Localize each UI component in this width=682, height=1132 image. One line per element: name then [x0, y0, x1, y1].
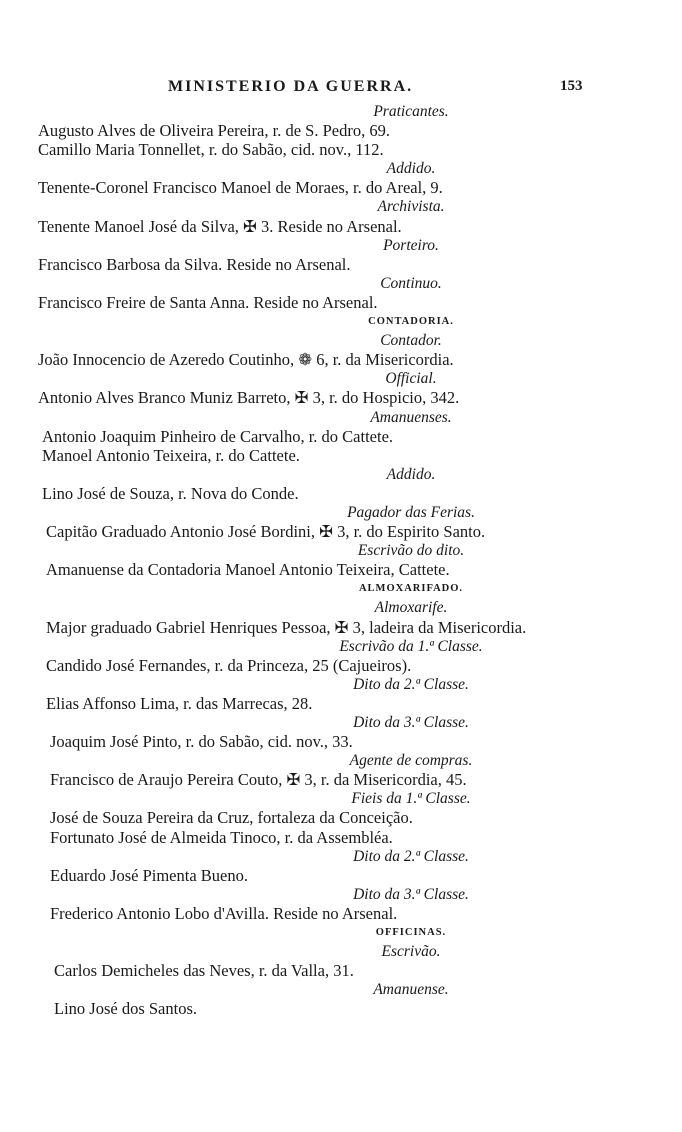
- directory-entry: Tenente-Coronel Francisco Manoel de Moraes, r. do Areal, 9.: [38, 178, 443, 198]
- section-title: ALMOXARIFADO.: [358, 583, 464, 595]
- directory-entry: João Innocencio de Azeredo Coutinho, ❁ 6, r. da Misericordia.: [38, 350, 454, 370]
- page-number: 153: [560, 78, 583, 94]
- role-heading: Amanuense.: [373, 981, 449, 999]
- page-header: [0, 78, 682, 102]
- document-body: [0, 102, 682, 1019]
- directory-entry: Fortunato José de Almeida Tinoco, r. da Assembléa.: [50, 827, 393, 847]
- role-heading: Porteiro.: [383, 236, 439, 254]
- role-heading: Amanuenses.: [370, 408, 452, 426]
- directory-entry: Carlos Demicheles das Neves, r. da Valla, 31.: [54, 961, 354, 981]
- role-heading: Fieis da 1.ª Classe.: [351, 790, 471, 808]
- role-heading: Agente de compras.: [349, 752, 473, 770]
- directory-entry: Capitão Graduado Antonio José Bordini, ✠ 3, r. do Espirito Santo.: [46, 522, 486, 542]
- role-heading: Continuo.: [380, 274, 442, 292]
- role-heading: Dito da 2.ª Classe.: [353, 847, 469, 865]
- directory-entry: Antonio Joaquim Pinheiro de Carvalho, r. do Cattete.: [42, 426, 394, 446]
- directory-entry: Lino José dos Santos.: [54, 999, 198, 1019]
- role-heading: Dito da 3.ª Classe.: [353, 714, 469, 731]
- role-heading: Addido.: [386, 160, 436, 178]
- section-title: OFFICINAS.: [375, 927, 447, 939]
- role-heading: Praticantes.: [373, 103, 449, 120]
- role-heading: Escrivão da 1.ª Classe.: [339, 637, 483, 655]
- role-heading: Contador.: [380, 332, 442, 350]
- directory-entry: José de Souza Pereira da Cruz, fortaleza da Conceição.: [50, 808, 413, 828]
- running-title: MINISTERIO DA GUERRA.: [168, 78, 414, 95]
- directory-entry: Lino José de Souza, r. Nova do Conde.: [42, 483, 299, 503]
- directory-entry: Elias Affonso Lima, r. das Marrecas, 28.: [46, 693, 313, 713]
- directory-entry: Francisco de Araujo Pereira Couto, ✠ 3, r. da Misericordia, 45.: [50, 770, 467, 790]
- section-title: CONTADORIA.: [368, 316, 454, 328]
- role-heading: Dito da 2.ª Classe.: [353, 675, 469, 693]
- role-heading: Addido.: [386, 465, 436, 483]
- directory-entry: Joaquim José Pinto, r. do Sabão, cid. nov., 33.: [50, 732, 353, 752]
- directory-entry: Augusto Alves de Oliveira Pereira, r. de S. Pedro, 69.: [38, 121, 390, 141]
- role-heading: Dito da 3.ª Classe.: [353, 885, 469, 903]
- role-heading: Escrivão do dito.: [357, 542, 465, 560]
- role-heading: Official.: [385, 370, 437, 388]
- directory-entry: Amanuense da Contadoria Manoel Antonio Teixeira, Cattete.: [46, 560, 450, 580]
- directory-entry: Manoel Antonio Teixeira, r. do Cattete.: [42, 445, 300, 465]
- role-heading: Escrivão.: [381, 943, 441, 961]
- directory-entry: Frederico Antonio Lobo d'Avilla. Reside no Arsenal.: [50, 903, 398, 923]
- directory-entry: Antonio Alves Branco Muniz Barreto, ✠ 3, r. do Hospicio, 342.: [38, 388, 460, 408]
- role-heading: Pagador das Ferias.: [347, 503, 475, 521]
- directory-entry: Francisco Barbosa da Silva. Reside no Arsenal.: [38, 254, 351, 274]
- role-heading: Almoxarife.: [374, 599, 448, 617]
- directory-entry: Tenente Manoel José da Silva, ✠ 3. Reside no Arsenal.: [38, 216, 402, 236]
- role-heading: Archivista.: [377, 198, 445, 216]
- directory-entry: Francisco Freire de Santa Anna. Reside no Arsenal.: [38, 292, 378, 312]
- directory-entry: Major graduado Gabriel Henriques Pessoa, ✠ 3, ladeira da Misericordia.: [46, 617, 527, 637]
- directory-entry: Candido José Fernandes, r. da Princeza, 25 (Cajueiros).: [46, 655, 412, 675]
- directory-entry: Eduardo José Pimenta Bueno.: [50, 865, 248, 885]
- directory-entry: Camillo Maria Tonnellet, r. do Sabão, cid. nov., 112.: [38, 140, 384, 160]
